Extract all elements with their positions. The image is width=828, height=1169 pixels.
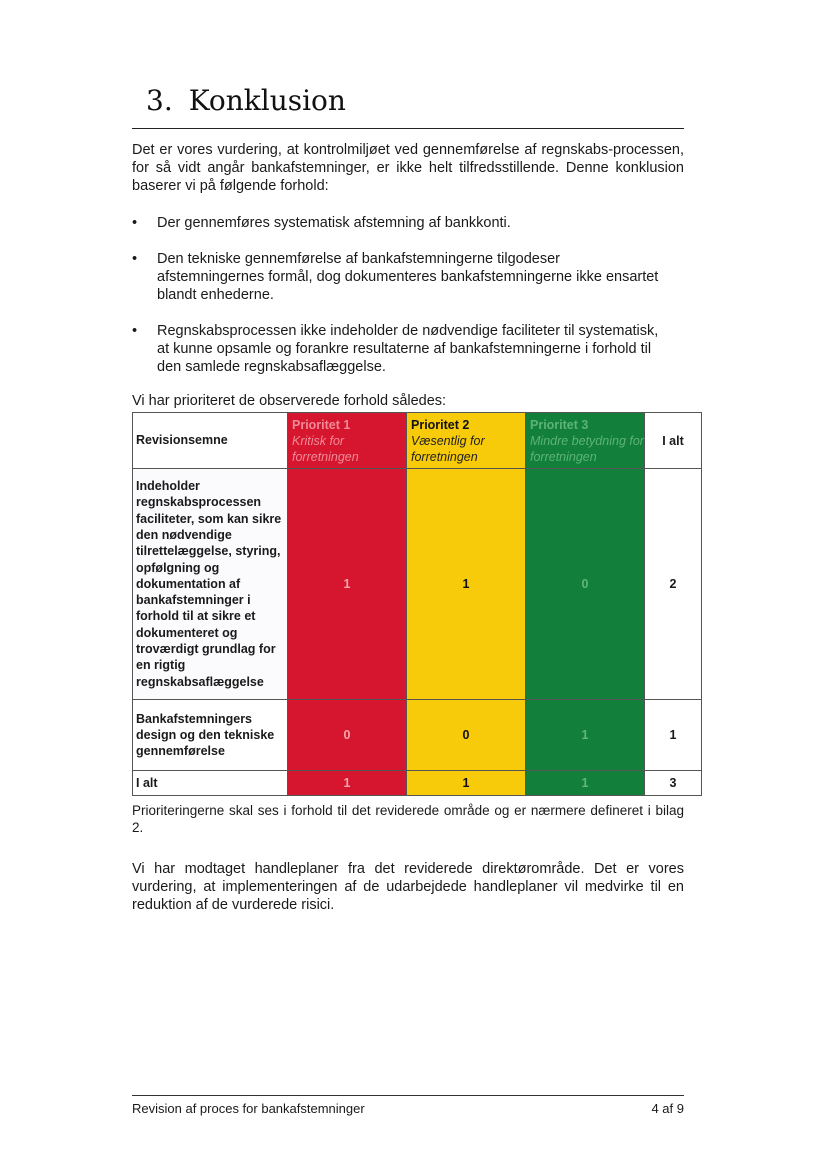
cell-priority-3: 1 <box>526 700 645 771</box>
bullet-icon: • <box>132 323 138 339</box>
priority-1-title: Prioritet 1 <box>292 417 351 432</box>
list-item-text: Regnskabsprocessen ikke indeholder de nødvendige faciliteter til systematisk, at kunne opsamle og forankre resultaterne af bankafstemningerne i forhold til den samlede regnskabsaflæggelse. <box>157 323 659 375</box>
page-number: 4 af 9 <box>651 1101 684 1116</box>
cell-priority-3: 0 <box>526 469 645 700</box>
list-item-text: Der gennemføres systematisk afstemning af bankkonti. <box>157 215 511 231</box>
cell-priority-2: 0 <box>407 700 526 771</box>
table-total-row <box>133 771 702 796</box>
table-row <box>133 469 702 700</box>
cell-priority-2: 1 <box>407 469 526 700</box>
header-total: I alt <box>645 413 702 469</box>
priority-3-title: Prioritet 3 <box>530 417 589 432</box>
footer-divider <box>132 1095 684 1096</box>
priority-2-title: Prioritet 2 <box>411 417 470 432</box>
footer-title: Revision af proces for bankafstemninger <box>132 1101 365 1116</box>
heading-divider <box>132 128 684 129</box>
section-number: 3. <box>146 84 173 117</box>
header-priority-1 <box>288 413 407 469</box>
table-caption: Vi har prioriteret de observerede forhold således: <box>132 393 447 409</box>
row-label: I alt <box>133 771 288 796</box>
header-priority-3 <box>526 413 645 469</box>
cell-total: 1 <box>645 700 702 771</box>
cell-total: 3 <box>645 771 702 796</box>
list-item <box>132 214 684 232</box>
closing-paragraph: Vi har modtaget handleplaner fra det reviderede direktørområde. Det er vores vurdering, at implementeringen af de udarbejdede handleplaner vil medvirke til en reduktion af de vurderede risici. <box>132 861 684 913</box>
table-row <box>133 700 702 771</box>
cell-priority-1: 0 <box>288 700 407 771</box>
table-header-row <box>133 413 702 469</box>
priority-2-desc: Væsentlig for forretningen <box>411 433 485 464</box>
priority-3-desc: Mindre betydning for forretningen <box>530 433 644 464</box>
header-priority-2 <box>407 413 526 469</box>
priority-note: Prioriteringerne skal ses i forhold til det reviderede område og er nærmere defineret i bilag 2. <box>132 803 684 835</box>
header-revisionsemne: Revisionsemne <box>133 413 288 469</box>
cell-priority-1: 1 <box>288 469 407 700</box>
row-label: Indeholder regnskabsprocessen faciliteter, som kan sikre den nødvendige tilrettelæggelse, styring, opfølgning og dokumentation af bankafstemninger i forhold til at sikre et dokumenteret og troværdigt grundlag for en rigtig regnskabsaflæggelse <box>133 469 288 700</box>
priority-1-desc: Kritisk for forretningen <box>292 433 359 464</box>
section-heading <box>146 84 346 117</box>
row-label: Bankafstemningers design og den tekniske gennemførelse <box>133 700 288 771</box>
cell-priority-1: 1 <box>288 771 407 796</box>
findings-list <box>132 214 684 394</box>
cell-priority-3: 1 <box>526 771 645 796</box>
list-item-text: Den tekniske gennemførelse af bankafstemningerne tilgodeser afstemningernes formål, dog dokumenteres bankafstemningerne ikke ensartet blandt enhederne. <box>157 251 659 303</box>
bullet-icon: • <box>132 251 138 267</box>
priority-table <box>132 412 702 796</box>
list-item <box>132 322 684 376</box>
bullet-icon: • <box>132 215 138 231</box>
list-item <box>132 250 684 304</box>
intro-paragraph: Det er vores vurdering, at kontrolmiljøet ved gennemførelse af regnskabs-processen, for så vidt angår bankafstemninger, er ikke helt tilfredsstillende. Denne konklusion baserer vi på følgende forhold: <box>132 142 684 194</box>
section-title: Konklusion <box>188 84 346 117</box>
cell-priority-2: 1 <box>407 771 526 796</box>
cell-total: 2 <box>645 469 702 700</box>
